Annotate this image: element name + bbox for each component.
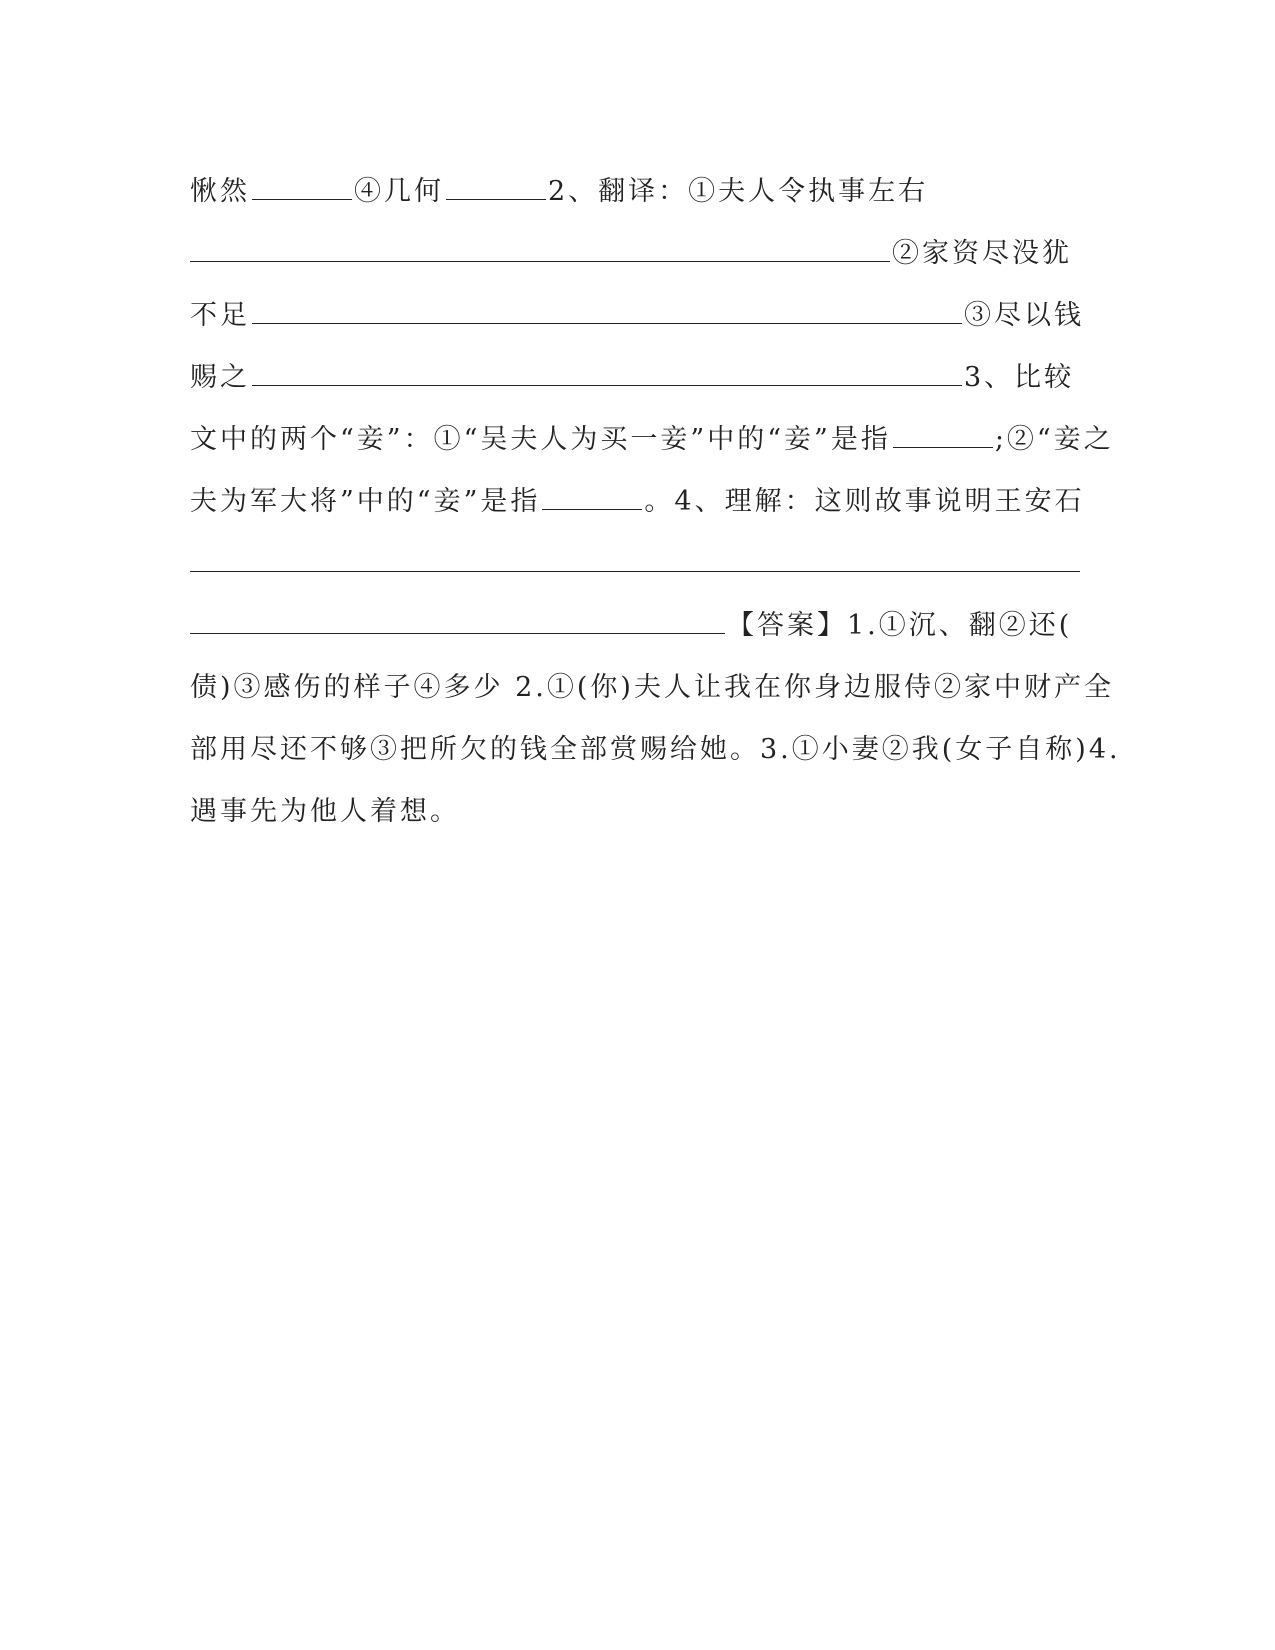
- text-line-6: [190, 480, 1085, 524]
- text-segment: 3、比较: [964, 362, 1075, 393]
- text-segment: 赐之: [190, 362, 250, 393]
- text-line-1: [190, 170, 1085, 214]
- text-line-10: [190, 728, 1121, 772]
- answer-blank: [446, 171, 546, 200]
- answer-heading: 【答案】1.①沉、翻②还(: [727, 610, 1073, 641]
- text-segment: ;②“妾之: [994, 424, 1114, 455]
- text-segment: 愀然: [190, 176, 250, 207]
- answer-blank: [542, 481, 642, 510]
- text-segment: ④几何: [354, 176, 444, 207]
- text-segment: 部用尽还不够③把所欠的钱全部赏赐给她。3.①小妻②我(女子自称)4.: [190, 734, 1121, 765]
- text-segment: ③尽以钱: [964, 300, 1084, 331]
- answer-blank: [190, 233, 890, 262]
- answer-blank: [252, 295, 962, 324]
- answer-blank: [252, 171, 352, 200]
- text-segment: 遇事先为他人着想。: [190, 796, 460, 827]
- text-segment: 2、翻译：①夫人令执事左右: [548, 176, 929, 207]
- answer-blank: [190, 543, 1080, 572]
- answer-blank: [893, 419, 993, 448]
- text-segment: 债)③感伤的样子④多少 2.①(你)夫人让我在你身边服侍②家中财产全: [190, 672, 1114, 703]
- text-line-11: [190, 790, 1085, 834]
- text-segment: ②家资尽没犹: [892, 238, 1072, 269]
- text-line-8: [190, 604, 1085, 648]
- text-segment: 文中的两个“妾”：①“吴夫人为买一妾”中的“妾”是指: [190, 424, 891, 455]
- text-line-3: [190, 294, 1085, 338]
- text-segment: 夫为军大将”中的“妾”是指: [190, 486, 541, 517]
- text-line-2: [190, 232, 1085, 276]
- text-line-7: [190, 542, 1085, 586]
- text-line-9: [190, 666, 1114, 710]
- text-line-4: [190, 356, 1085, 400]
- text-segment: 不足: [190, 300, 250, 331]
- answer-blank: [190, 605, 725, 634]
- answer-blank: [252, 357, 962, 386]
- text-line-5: [190, 418, 1114, 462]
- text-segment: 。4、理解：这则故事说明王安石: [644, 486, 1085, 517]
